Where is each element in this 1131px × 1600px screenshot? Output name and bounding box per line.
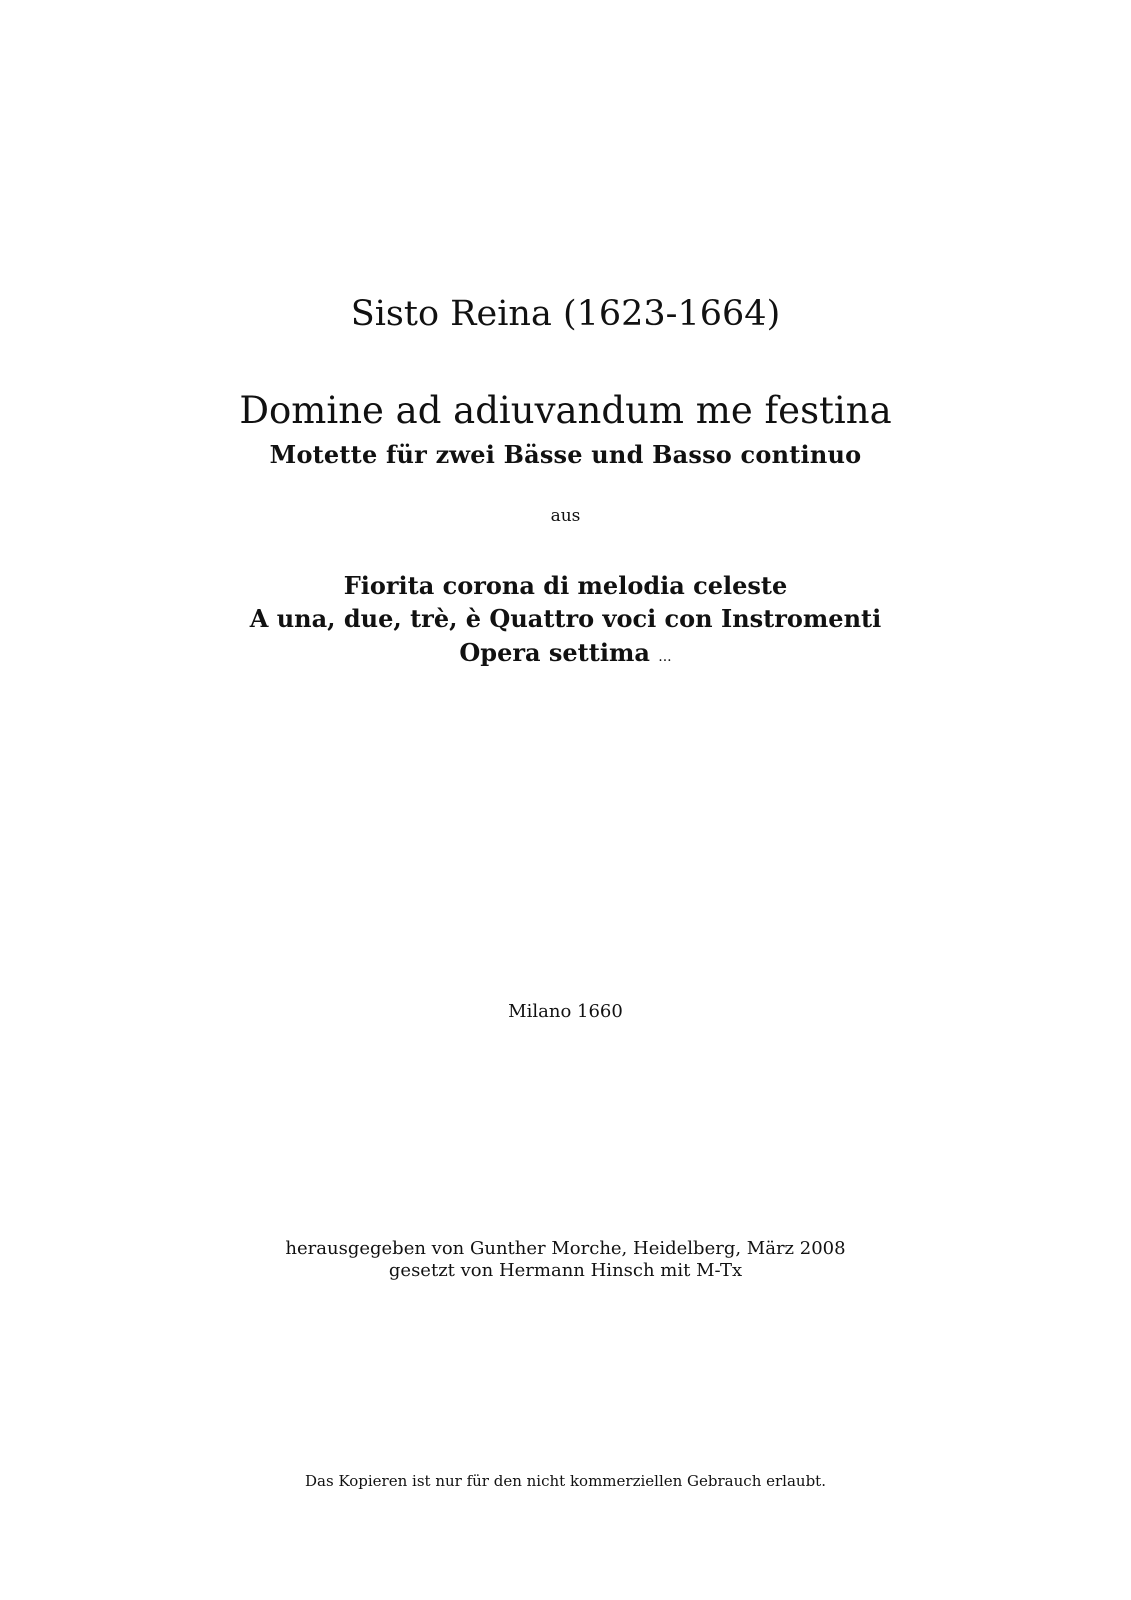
copyright-note: Das Kopieren ist nur für den nicht kommerziellen Gebrauch erlaubt. (305, 1472, 826, 1490)
work-subtitle: Motette für zwei Bässe und Basso continuo (269, 440, 862, 469)
from-label: aus (550, 506, 581, 526)
collection-title-line-3 (0, 638, 1131, 667)
editor-credit: herausgegeben von Gunther Morche, Heidelberg, März 2008 (285, 1238, 846, 1259)
collection-title-line-1: Fiorita corona di melodia celeste (343, 571, 788, 600)
collection-title-line-2: A una, due, trè, è Quattro voci con Instromenti (249, 604, 882, 633)
work-title: Domine ad adiuvandum me festina (239, 389, 892, 432)
collection-ellipsis: ... (658, 649, 672, 665)
typesetter-credit: gesetzt von Hermann Hinsch mit M-Tx (388, 1260, 743, 1281)
place-date: Milano 1660 (508, 1001, 623, 1022)
composer-heading: Sisto Reina (1623-1664) (350, 294, 781, 334)
collection-opus: Opera settima (459, 638, 650, 667)
